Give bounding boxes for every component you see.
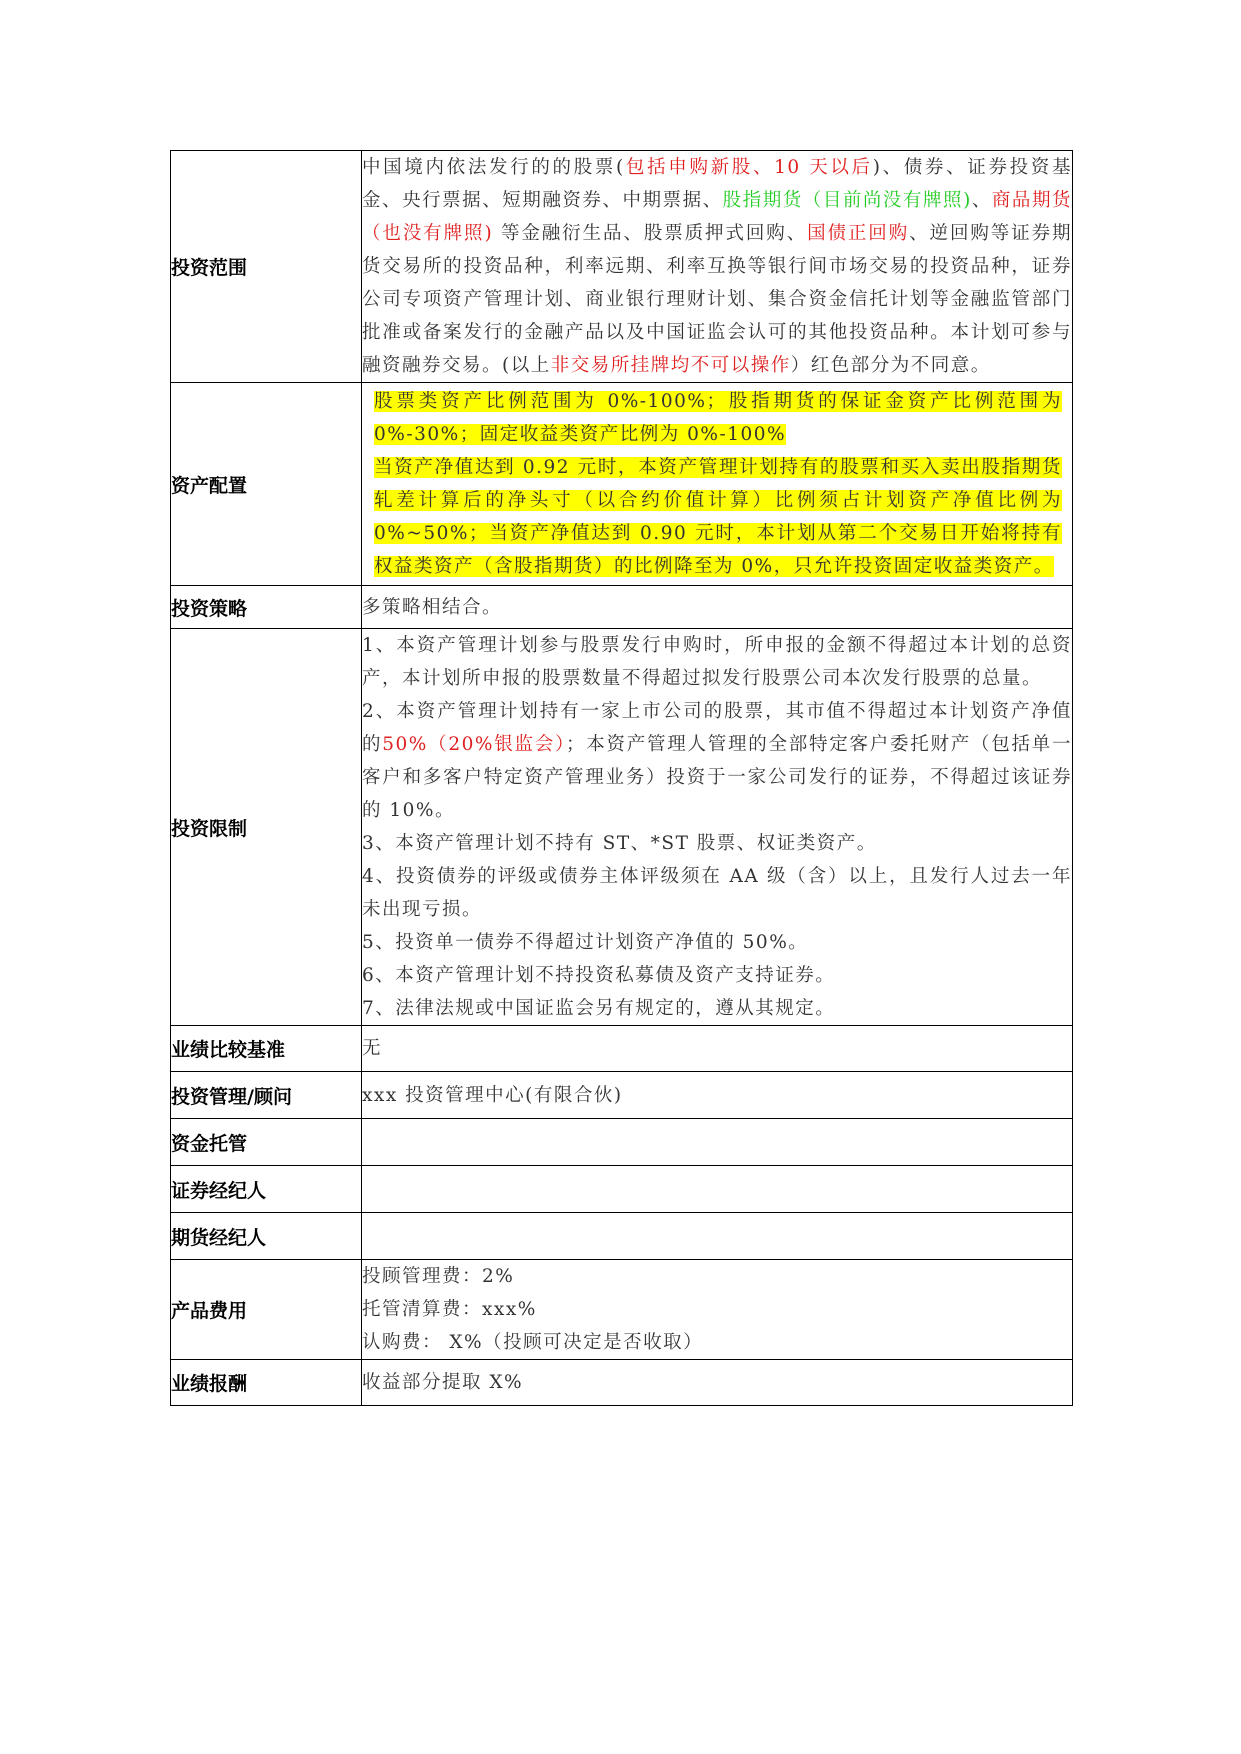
row-securities-broker	[171, 1166, 1073, 1213]
limit-item-2-part-a: 2、本资产管理计划持有一家上市公司的股票，其市值不得超过本计划资产净值的	[362, 701, 1072, 755]
limit-item-6: 6、本资产管理计划不持投资私募债及资产支持证券。	[362, 965, 836, 986]
scope-segment: 商品期货（也没有牌照)	[362, 190, 1072, 244]
scope-segment: )、债券、证券投资基金、央行票据、短期融资券、中期票据、	[362, 157, 1072, 211]
limit-item-5: 5、投资单一债券不得超过计划资产净值的 50%。	[362, 932, 809, 953]
row-investment-strategy	[171, 586, 1073, 629]
product-fees-text	[362, 1260, 1073, 1360]
scope-segment: 、	[971, 190, 992, 211]
row-custody	[171, 1119, 1073, 1166]
scope-segment: 中国境内依法发行的的股票(	[362, 157, 625, 178]
row-investment-limits	[171, 629, 1073, 1026]
row-investment-scope	[171, 151, 1073, 383]
allocation-paragraph-1: 股票类资产比例范围为 0%-100%；股指期货的保证金资产比例范围为 0%-30%；固定收益类资产比例为 0%-100%	[374, 391, 1062, 445]
row-label: 产品费用	[171, 1260, 362, 1360]
row-label: 资产配置	[171, 383, 362, 586]
performance-fee-text: 收益部分提取 X%	[362, 1360, 1073, 1406]
scope-segment: 国债正回购	[807, 223, 910, 244]
manager-text: xxx 投资管理中心(有限合伙)	[362, 1072, 1073, 1119]
row-product-fees	[171, 1260, 1073, 1360]
scope-segment: 包括申购新股、10 天以后	[624, 157, 873, 178]
limit-item-7: 7、法律法规或中国证监会另有规定的，遵从其规定。	[362, 998, 836, 1019]
scope-segment: 等金融衍生品、股票质押式回购、	[493, 223, 808, 244]
limit-item-4: 4、投资债券的评级或债券主体评级须在 AA 级（含）以上，且发行人过去一年未出现亏损。	[362, 866, 1072, 920]
row-label: 资金托管	[171, 1119, 362, 1166]
fee-subscription: 认购费： X%（投顾可决定是否收取）	[362, 1332, 704, 1353]
fee-custody: 托管清算费：xxx%	[362, 1299, 537, 1320]
scope-segment: 、逆回购等证券期货交易所的投资品种，利率远期、利率互换等银行间市场交易的投资品种，证券公司专项资产管理计划、商业银行理财计划、集合资金信托计划等金融监管部门批准或备案发行的金融产品以及中国证监会认可的其他投资品种。本计划可参与融资融券交易。(以上	[362, 223, 1072, 376]
row-investment-manager	[171, 1072, 1073, 1119]
row-label: 业绩报酬	[171, 1360, 362, 1406]
limit-item-2	[362, 695, 1072, 827]
row-label: 投资限制	[171, 629, 362, 1026]
row-label: 投资策略	[171, 586, 362, 629]
row-futures-broker	[171, 1213, 1073, 1260]
scope-segment: ）红色部分为不同意。	[790, 355, 991, 376]
scope-segment: 非交易所挂牌均不可以操作	[550, 355, 791, 376]
row-label: 业绩比较基准	[171, 1026, 362, 1072]
limit-item-2-red: 50%（20%银监会）	[382, 734, 566, 755]
futures-broker-text	[362, 1213, 1073, 1260]
limit-item-2-part-b: ；本资产管理人管理的全部特定客户委托财产（包括单一客户和多客户特定资产管理业务）投资于一家公司发行的证券，不得超过该证券的 10%。	[362, 734, 1072, 821]
row-label: 投资管理/顾问	[171, 1072, 362, 1119]
asset-allocation-text	[362, 383, 1073, 586]
allocation-paragraph-2: 当资产净值达到 0.92 元时，本资产管理计划持有的股票和买入卖出股指期货轧差计算后的净头寸（以合约价值计算）比例须占计划资产净值比例为 0%~50%；当资产净值达到 0.90 元时，本计划从第二个交易日开始将持有权益类资产（含股指期货）的比例降至为 0%，只允许投资固定收益类资产。	[374, 457, 1062, 577]
row-label: 期货经纪人	[171, 1213, 362, 1260]
securities-broker-text	[362, 1166, 1073, 1213]
scope-segment: 股指期货（目前尚没有牌照)	[722, 190, 972, 211]
fee-advisory: 投顾管理费：2%	[362, 1266, 515, 1287]
investment-strategy-text: 多策略相结合。	[362, 586, 1073, 629]
row-benchmark	[171, 1026, 1073, 1072]
row-performance-fee	[171, 1360, 1073, 1406]
row-label: 证券经纪人	[171, 1166, 362, 1213]
limit-item-3: 3、本资产管理计划不持有 ST、*ST 股票、权证类资产。	[362, 833, 877, 854]
row-label: 投资范围	[171, 151, 362, 383]
row-asset-allocation	[171, 383, 1073, 586]
product-terms-table	[170, 150, 1073, 1406]
investment-limits-text	[362, 629, 1073, 1026]
investment-scope-text	[362, 151, 1073, 383]
custody-text	[362, 1119, 1073, 1166]
limit-item-1: 1、本资产管理计划参与股票发行申购时，所申报的金额不得超过本计划的总资产，本计划所申报的股票数量不得超过拟发行股票公司本次发行股票的总量。	[362, 635, 1072, 689]
benchmark-text: 无	[362, 1026, 1073, 1072]
